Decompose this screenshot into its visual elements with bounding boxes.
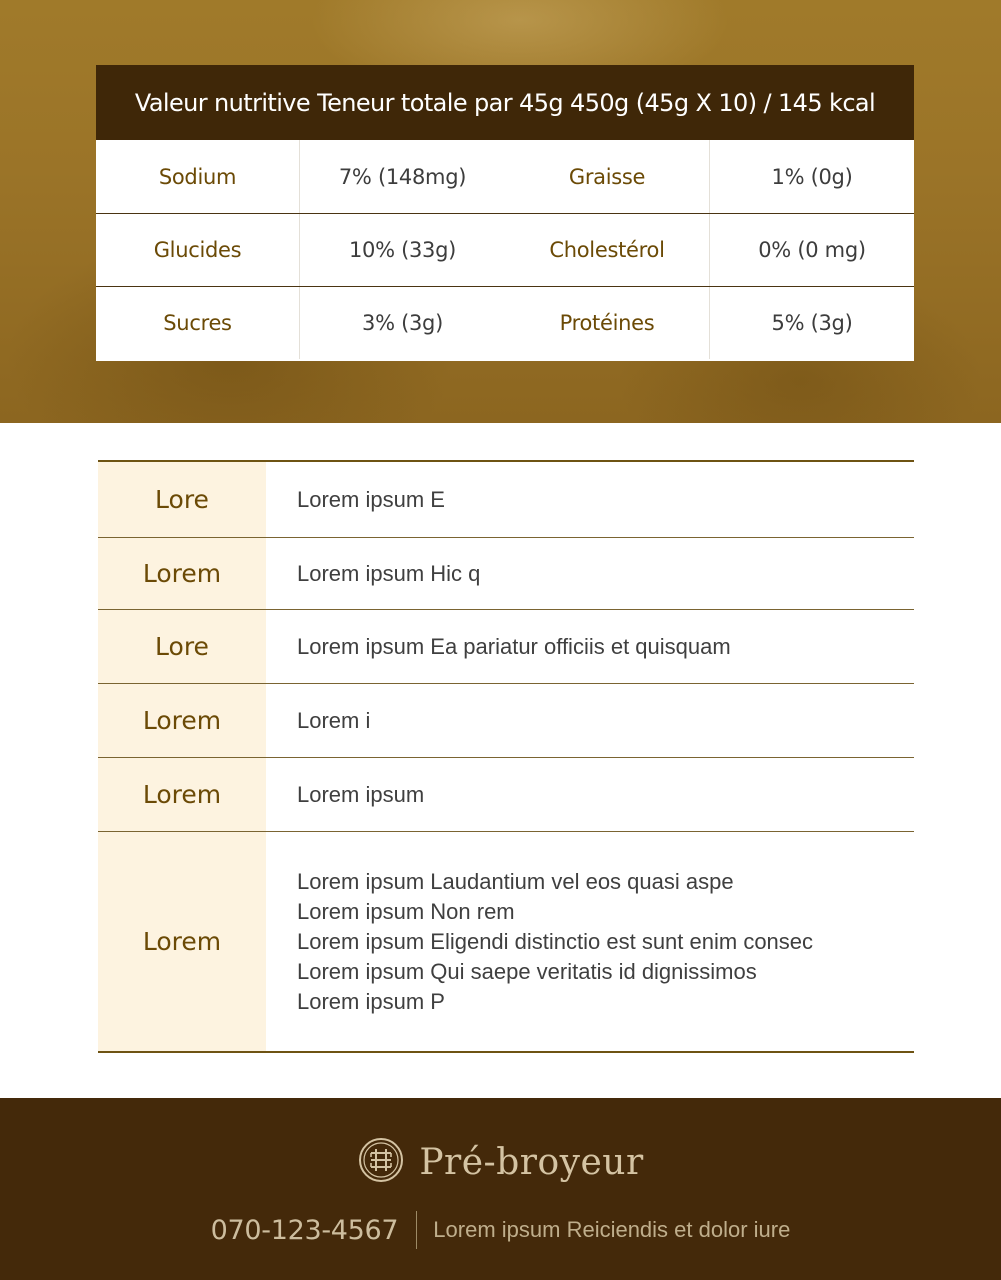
ornament-logo-icon [357,1136,405,1189]
nutrient-label: Protéines [505,287,710,359]
nutrient-label: Graisse [505,140,710,213]
nutrition-table-header: Valeur nutritive Teneur totale par 45g 450g (45g X 10) / 145 kcal [96,65,914,140]
nutrition-row [96,140,914,213]
info-line: Lorem ipsum Non rem [297,898,515,924]
nutrition-row [96,213,914,286]
info-value [266,758,914,831]
nutrient-label: Glucides [96,214,300,286]
phone-number[interactable]: 070-123-4567 [210,1214,399,1246]
info-line: Lorem ipsum Ea pariatur officiis et quisquam [297,633,731,659]
info-row [98,757,914,831]
info-label: Lorem [98,538,266,609]
info-label: Lore [98,462,266,537]
info-row [98,462,914,537]
info-label: Lorem [98,832,266,1051]
product-info-table [98,460,914,1053]
contact-line [0,1210,1001,1250]
nutrition-row [96,286,914,359]
info-line: Lorem ipsum Laudantium vel eos quasi aspe [297,868,734,894]
info-value [266,610,914,683]
info-value [266,462,914,537]
brand [0,1132,1001,1192]
nutrient-value: 5% (3g) [771,311,853,335]
info-line: Lorem ipsum E [297,486,445,512]
nutrient-value: 10% (33g) [348,238,457,262]
info-label: Lore [98,610,266,683]
nutrient-value: 3% (3g) [362,311,443,335]
hero-banner [0,0,1001,423]
info-line: Lorem i [297,707,371,733]
info-line: Lorem ipsum Eligendi distinctio est sunt enim consec [297,928,814,954]
info-row [98,609,914,683]
nutrient-value: 1% (0g) [771,164,853,189]
nutrient-label: Sodium [96,140,300,213]
divider [416,1211,417,1249]
info-line: Lorem ipsum Hic q [297,560,481,586]
info-row [98,683,914,757]
footer [0,1098,1001,1280]
info-label: Lorem [98,758,266,831]
info-value [266,684,914,757]
info-row [98,831,914,1051]
tagline: Lorem ipsum Reiciendis et dolor iure [433,1217,791,1242]
brand-name: Pré-broyeur [419,1141,644,1183]
info-label: Lorem [98,684,266,757]
nutrient-value: 7% (148mg) [338,164,467,189]
info-row [98,537,914,609]
nutrient-value: 0% (0 mg) [758,238,866,262]
info-value [266,538,914,609]
nutrient-label: Sucres [96,287,300,359]
info-line: Lorem ipsum Qui saepe veritatis id dignissimos [297,958,757,984]
info-value [266,832,914,1051]
info-line: Lorem ipsum P [297,988,445,1014]
info-line: Lorem ipsum [297,781,425,807]
nutrition-table [96,65,914,361]
nutrient-label: Cholestérol [505,214,710,286]
